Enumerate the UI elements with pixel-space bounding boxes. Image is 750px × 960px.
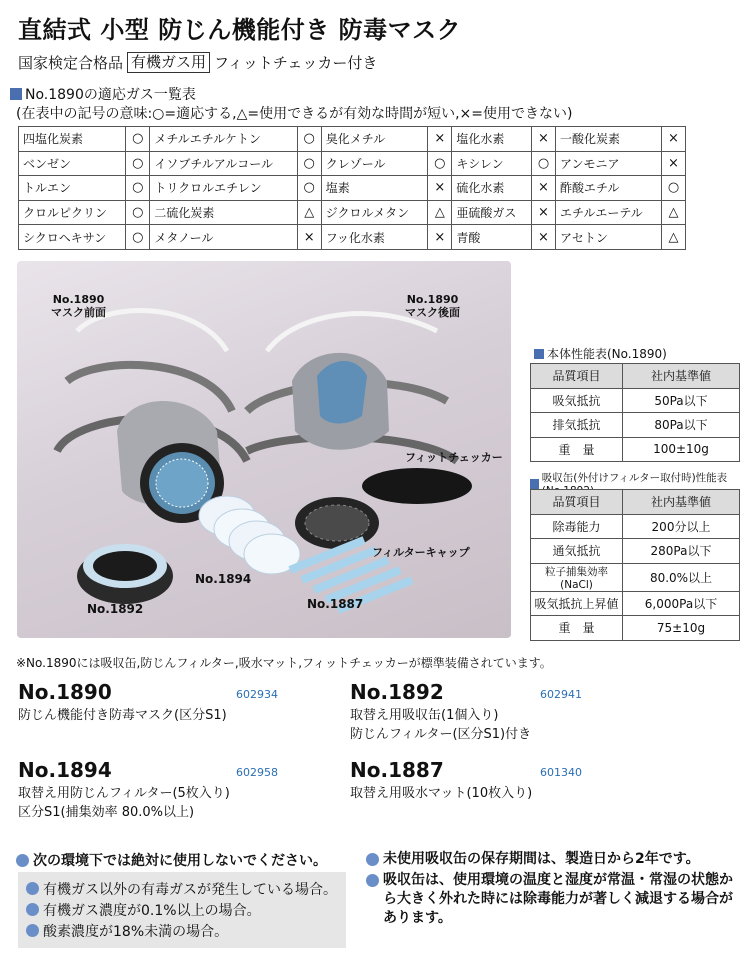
page-title: 直結式 小型 防じん機能付き 防毒マスク bbox=[18, 16, 462, 44]
spec-row bbox=[531, 616, 740, 641]
product-number: No.1887 bbox=[350, 758, 444, 782]
standard-equipment-note: ※No.1890には吸収缶,防じんフィルター,吸水マット,フィットチェッカーが標準装備されています。 bbox=[16, 656, 552, 670]
gas-name: メタノール bbox=[150, 225, 297, 250]
spec1-title bbox=[534, 345, 667, 362]
spec-value: 75±10g bbox=[623, 616, 740, 641]
spec-item: 粒子捕集効率(NaCl) bbox=[531, 563, 623, 591]
gas-suitability-mark: × bbox=[531, 176, 555, 201]
spec2-table bbox=[530, 489, 740, 641]
gas-name: 四塩化炭素 bbox=[19, 127, 126, 152]
gas-table bbox=[18, 126, 686, 250]
spec-value: 80Pa以下 bbox=[623, 413, 740, 438]
gas-suitability-mark: ○ bbox=[126, 225, 150, 250]
gas-suitability-mark: × bbox=[531, 127, 555, 152]
spec-header-cell: 社内基準値 bbox=[623, 364, 740, 389]
product-number: No.1892 bbox=[350, 680, 444, 704]
gas-suitability-mark: ○ bbox=[531, 151, 555, 176]
product-description: 防じん機能付き防毒マスク(区分S1) bbox=[18, 708, 227, 723]
label-front: No.1890 マスク前面 bbox=[51, 293, 106, 319]
note-item bbox=[366, 850, 736, 869]
warning-heading bbox=[16, 850, 327, 870]
gas-name: 硫化水素 bbox=[452, 176, 532, 201]
spec-row bbox=[531, 539, 740, 564]
gas-row bbox=[19, 176, 686, 201]
spec-header-cell: 品質項目 bbox=[531, 364, 623, 389]
gas-name: 臭化メチル bbox=[321, 127, 428, 152]
gas-suitability-mark: × bbox=[297, 225, 321, 250]
subtitle-boxed-label: 有機ガス用 bbox=[127, 52, 210, 73]
warning-item-text: 酸素濃度が18%未満の場合。 bbox=[43, 923, 229, 940]
gas-name: ジクロルメタン bbox=[321, 200, 428, 225]
bullet-dot-icon bbox=[366, 874, 379, 887]
gas-suitability-mark: × bbox=[531, 225, 555, 250]
product-code: 601340 bbox=[540, 766, 582, 779]
gas-row bbox=[19, 225, 686, 250]
spec1-title-text: 本体性能表(No.1890) bbox=[547, 347, 667, 361]
product-number: No.1890 bbox=[18, 680, 112, 704]
spec-item: 重 量 bbox=[531, 616, 623, 641]
label-back: No.1890 マスク後面 bbox=[405, 293, 460, 319]
spec-value: 80.0%以上 bbox=[623, 563, 740, 591]
gas-suitability-mark: △ bbox=[662, 225, 686, 250]
gas-suitability-mark: ○ bbox=[662, 176, 686, 201]
symbol-legend: (在表中の記号の意味:○=適応する,△=使用できるが有効な時間が短い,×=使用できない) bbox=[16, 106, 573, 122]
spec-value: 280Pa以下 bbox=[623, 539, 740, 564]
gas-name: 塩素 bbox=[321, 176, 428, 201]
gas-suitability-mark: × bbox=[662, 127, 686, 152]
bullet-dot-icon bbox=[16, 854, 29, 867]
spec-header-cell: 社内基準値 bbox=[623, 490, 740, 515]
label-1894: No.1894 bbox=[195, 572, 252, 586]
gas-suitability-mark: ○ bbox=[297, 127, 321, 152]
gas-name: 亜硫酸ガス bbox=[452, 200, 532, 225]
gas-suitability-mark: △ bbox=[297, 200, 321, 225]
gas-suitability-mark: ○ bbox=[126, 151, 150, 176]
warning-item bbox=[26, 920, 338, 941]
bullet-dot-icon bbox=[26, 882, 39, 895]
bullet-dot-icon bbox=[26, 903, 39, 916]
gas-name: キシレン bbox=[452, 151, 532, 176]
gas-name: アセトン bbox=[555, 225, 661, 250]
warning-item bbox=[26, 878, 338, 899]
gas-name: エチルエーテル bbox=[555, 200, 661, 225]
spec-item: 吸気抵抗上昇値 bbox=[531, 591, 623, 616]
gas-row bbox=[19, 127, 686, 152]
note-item bbox=[366, 871, 736, 928]
product-description: 取替え用吸水マット(10枚入り) bbox=[350, 786, 533, 801]
gas-row bbox=[19, 151, 686, 176]
gas-name: ベンゼン bbox=[19, 151, 126, 176]
square-bullet-icon bbox=[534, 349, 544, 359]
gas-name: イソブチルアルコール bbox=[150, 151, 297, 176]
product-1887 bbox=[350, 758, 730, 803]
spec-item: 吸気抵抗 bbox=[531, 388, 623, 413]
product-code: 602941 bbox=[540, 688, 582, 701]
gas-suitability-mark: × bbox=[428, 127, 452, 152]
subtitle-certified: 国家検定合格品 bbox=[18, 54, 124, 72]
gas-section-heading bbox=[10, 84, 196, 104]
gas-suitability-mark: △ bbox=[428, 200, 452, 225]
spec-header-row bbox=[531, 364, 740, 389]
gas-suitability-mark: ○ bbox=[126, 200, 150, 225]
subtitle-fit-checker: フィットチェッカー付き bbox=[214, 54, 378, 72]
product-description: 取替え用吸収缶(1個入り) 防じんフィルター(区分S1)付き bbox=[350, 708, 532, 742]
spec-row bbox=[531, 514, 740, 539]
product-1894 bbox=[18, 758, 338, 822]
product-1892 bbox=[350, 680, 730, 744]
label-filter-cap: フィルターキャップ bbox=[372, 546, 470, 559]
spec2-title-text: 吸収缶(外付けフィルター取付時)性能表 bbox=[541, 472, 728, 484]
subtitle bbox=[18, 52, 377, 73]
warning-item bbox=[26, 899, 338, 920]
product-code: 602958 bbox=[236, 766, 278, 779]
gas-suitability-mark: ○ bbox=[297, 176, 321, 201]
product-number: No.1894 bbox=[18, 758, 112, 782]
gas-suitability-mark: △ bbox=[662, 200, 686, 225]
product-photo bbox=[17, 261, 511, 638]
gas-name: トルエン bbox=[19, 176, 126, 201]
gas-suitability-mark: × bbox=[662, 151, 686, 176]
gas-name: トリクロルエチレン bbox=[150, 176, 297, 201]
spec-row bbox=[531, 388, 740, 413]
gas-suitability-mark: × bbox=[531, 200, 555, 225]
gas-suitability-mark: ○ bbox=[297, 151, 321, 176]
gas-name: 青酸 bbox=[452, 225, 532, 250]
label-1887: No.1887 bbox=[307, 597, 364, 611]
spec-item: 重 量 bbox=[531, 437, 623, 462]
note-item-text: 吸収缶は、使用環境の温度と湿度が常温・常湿の状態から大きく外れた時には除毒能力が著しく減退する場合があります。 bbox=[383, 872, 733, 926]
spec1-table bbox=[530, 363, 740, 462]
product-code: 602934 bbox=[236, 688, 278, 701]
gas-name: クレゾール bbox=[321, 151, 428, 176]
spec-value: 200分以上 bbox=[623, 514, 740, 539]
warning-item-text: 有機ガス濃度が0.1%以上の場合。 bbox=[43, 902, 261, 919]
spec-value: 6,000Pa以下 bbox=[623, 591, 740, 616]
product-1890 bbox=[18, 680, 338, 725]
spec-value: 100±10g bbox=[623, 437, 740, 462]
square-bullet-icon bbox=[10, 88, 22, 100]
gas-suitability-mark: ○ bbox=[428, 151, 452, 176]
gas-name: 酢酸エチル bbox=[555, 176, 661, 201]
gas-suitability-mark: × bbox=[428, 225, 452, 250]
gas-suitability-mark: ○ bbox=[126, 176, 150, 201]
spec-header-cell: 品質項目 bbox=[531, 490, 623, 515]
spec-row bbox=[531, 413, 740, 438]
gas-name: メチルエチルケトン bbox=[150, 127, 297, 152]
spec-item: 排気抵抗 bbox=[531, 413, 623, 438]
gas-name: 二硫化炭素 bbox=[150, 200, 297, 225]
gas-name: 一酸化炭素 bbox=[555, 127, 661, 152]
spec-row bbox=[531, 591, 740, 616]
spec-value: 50Pa以下 bbox=[623, 388, 740, 413]
gas-name: クロルピクリン bbox=[19, 200, 126, 225]
warning-item-text: 有機ガス以外の有毒ガスが発生している場合。 bbox=[43, 881, 337, 898]
square-bullet-icon bbox=[530, 479, 539, 489]
spec-item: 通気抵抗 bbox=[531, 539, 623, 564]
label-1892: No.1892 bbox=[87, 602, 144, 616]
storage-notes bbox=[366, 850, 736, 930]
spec-row bbox=[531, 563, 740, 591]
gas-suitability-mark: ○ bbox=[126, 127, 150, 152]
warning-heading-text: 次の環境下では絶対に使用しないでください。 bbox=[33, 853, 327, 869]
gas-row bbox=[19, 200, 686, 225]
spec-header-row bbox=[531, 490, 740, 515]
gas-name: シクロヘキサン bbox=[19, 225, 126, 250]
note-item-text: 未使用吸収缶の保存期間は、製造日から2年です。 bbox=[383, 851, 700, 867]
gas-name: 塩化水素 bbox=[452, 127, 532, 152]
spec-item: 除毒能力 bbox=[531, 514, 623, 539]
gas-suitability-mark: × bbox=[428, 176, 452, 201]
product-description: 取替え用防じんフィルター(5枚入り) 区分S1(捕集効率 80.0%以上) bbox=[18, 786, 230, 820]
bullet-dot-icon bbox=[26, 924, 39, 937]
warning-box bbox=[18, 872, 346, 948]
gas-name: フッ化水素 bbox=[321, 225, 428, 250]
bullet-dot-icon bbox=[366, 853, 379, 866]
spec-row bbox=[531, 437, 740, 462]
gas-heading-text: No.1890の適応ガス一覧表 bbox=[25, 87, 196, 103]
gas-name: アンモニア bbox=[555, 151, 661, 176]
label-fit-checker: フィットチェッカー bbox=[405, 451, 503, 464]
